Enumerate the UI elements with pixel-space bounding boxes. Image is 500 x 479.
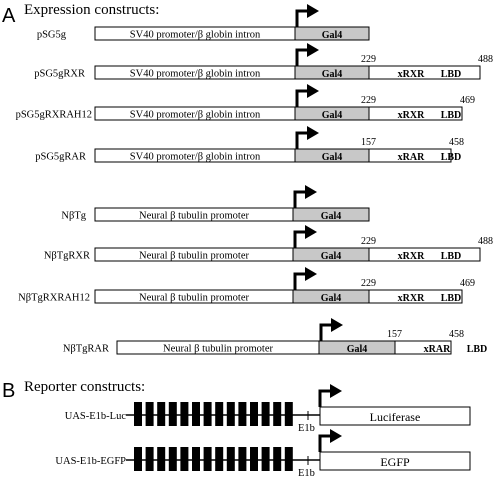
gal4-label: Gal4 bbox=[321, 30, 343, 41]
panel-b-heading: Reporter constructs: bbox=[24, 379, 146, 395]
lbd-label: LBD bbox=[440, 152, 462, 163]
junction-residue: 157 bbox=[361, 137, 376, 148]
construct-name: NβTgRXR bbox=[43, 250, 90, 262]
uas-block bbox=[262, 402, 270, 426]
reporter-name: UAS-E1b-EGFP bbox=[55, 456, 126, 467]
uas-block bbox=[169, 402, 177, 426]
lbd-label: LBD bbox=[440, 110, 462, 121]
uas-block bbox=[238, 447, 246, 471]
uas-block bbox=[227, 402, 235, 426]
construct-7 bbox=[18, 267, 475, 304]
gal4-label: Gal4 bbox=[321, 69, 343, 80]
promoter-arrow-icon bbox=[320, 429, 342, 452]
uas-block bbox=[169, 447, 177, 471]
promoter-label: SV40 promoter/β globin intron bbox=[129, 109, 261, 121]
ligand-label: xRXR bbox=[397, 110, 425, 121]
promoter-arrow-head bbox=[307, 4, 319, 18]
uas-block bbox=[180, 447, 188, 471]
promoter-label: SV40 promoter/β globin intron bbox=[129, 29, 261, 41]
lbd-label: LBD bbox=[466, 344, 488, 355]
end-residue: 488 bbox=[478, 54, 493, 65]
construct-name: NβTgRAR bbox=[62, 343, 109, 355]
construct-name: NβTgRXRAH12 bbox=[18, 292, 90, 304]
end-residue: 458 bbox=[449, 329, 464, 340]
promoter-label: SV40 promoter/β globin intron bbox=[129, 151, 261, 163]
promoter-arrow-head bbox=[307, 43, 319, 57]
end-residue: 469 bbox=[460, 95, 475, 106]
construct-5 bbox=[61, 185, 369, 222]
ligand-label: xRXR bbox=[397, 69, 425, 80]
construct-name: pSG5gRAR bbox=[35, 151, 86, 163]
reporter-gene-label: EGFP bbox=[380, 455, 410, 469]
uas-block bbox=[146, 402, 154, 426]
uas-block bbox=[134, 447, 142, 471]
reporter-gene-label: Luciferase bbox=[369, 410, 421, 424]
junction-residue: 229 bbox=[361, 54, 376, 65]
lbd-label: LBD bbox=[440, 251, 462, 262]
construct-name: NβTg bbox=[61, 210, 86, 222]
uas-block bbox=[157, 447, 165, 471]
promoter-label: Neural β tubulin promoter bbox=[138, 292, 250, 304]
ligand-label: xRXR bbox=[397, 293, 425, 304]
junction-residue: 157 bbox=[387, 329, 402, 340]
gal4-label: Gal4 bbox=[320, 211, 342, 222]
uas-block bbox=[134, 402, 142, 426]
promoter-arrow-icon bbox=[297, 126, 319, 149]
uas-block bbox=[192, 402, 200, 426]
construct-2 bbox=[34, 43, 493, 80]
uas-block bbox=[250, 402, 258, 426]
uas-block bbox=[204, 447, 212, 471]
promoter-label: Neural β tubulin promoter bbox=[162, 343, 274, 355]
uas-block bbox=[146, 447, 154, 471]
reporter-name: UAS-E1b-Luc bbox=[64, 411, 126, 422]
uas-block bbox=[227, 447, 235, 471]
lbd-label: LBD bbox=[440, 69, 462, 80]
promoter-arrow-head bbox=[305, 185, 317, 199]
construct-8 bbox=[63, 318, 487, 355]
uas-block bbox=[285, 447, 293, 471]
promoter-arrow-icon bbox=[320, 384, 342, 407]
uas-block bbox=[250, 447, 258, 471]
gal4-label: Gal4 bbox=[346, 344, 368, 355]
panel-a-letter: A bbox=[2, 5, 16, 27]
promoter-arrow-icon bbox=[295, 267, 317, 290]
lbd-label: LBD bbox=[440, 293, 462, 304]
construct-name: pSG5g bbox=[36, 29, 66, 41]
gal4-label: Gal4 bbox=[321, 110, 343, 121]
expression-constructs bbox=[16, 4, 493, 355]
panel-b-letter: B bbox=[2, 380, 16, 402]
uas-block bbox=[157, 402, 165, 426]
promoter-arrow-icon bbox=[295, 185, 317, 208]
end-residue: 458 bbox=[449, 137, 464, 148]
junction-residue: 229 bbox=[361, 236, 376, 247]
gal4-label: Gal4 bbox=[320, 293, 342, 304]
promoter-arrow-head bbox=[330, 384, 342, 398]
uas-block bbox=[215, 447, 223, 471]
uas-block bbox=[273, 447, 281, 471]
uas-block bbox=[238, 402, 246, 426]
construct-name: pSG5gRXR bbox=[34, 68, 85, 80]
end-residue: 488 bbox=[478, 236, 493, 247]
panel-a-heading: Expression constructs: bbox=[24, 2, 160, 18]
promoter-label: Neural β tubulin promoter bbox=[138, 250, 250, 262]
promoter-arrow-head bbox=[305, 267, 317, 281]
ligand-label: xRXR bbox=[397, 251, 425, 262]
ligand-label: xRAR bbox=[423, 344, 451, 355]
construct-4 bbox=[35, 126, 464, 163]
junction-residue: 229 bbox=[361, 278, 376, 289]
uas-block bbox=[285, 402, 293, 426]
promoter-arrow-head bbox=[307, 126, 319, 140]
promoter-arrow-icon bbox=[297, 43, 319, 66]
uas-block bbox=[204, 402, 212, 426]
uas-block bbox=[273, 402, 281, 426]
end-residue: 469 bbox=[460, 278, 475, 289]
reporter-2 bbox=[55, 429, 470, 479]
promoter-arrow-icon bbox=[295, 225, 317, 248]
uas-block bbox=[215, 402, 223, 426]
promoter-label: Neural β tubulin promoter bbox=[138, 210, 250, 222]
promoter-arrow-icon bbox=[321, 318, 343, 341]
junction-residue: 229 bbox=[361, 95, 376, 106]
uas-block bbox=[262, 447, 270, 471]
gal4-label: Gal4 bbox=[321, 152, 343, 163]
promoter-arrow-icon bbox=[297, 4, 319, 27]
e1b-label: E1b bbox=[298, 423, 315, 434]
reporter-constructs bbox=[55, 384, 470, 479]
promoter-arrow-icon bbox=[297, 84, 319, 107]
e1b-label: E1b bbox=[298, 468, 315, 479]
promoter-arrow-head bbox=[305, 225, 317, 239]
ligand-label: xRAR bbox=[397, 152, 425, 163]
promoter-label: SV40 promoter/β globin intron bbox=[129, 68, 261, 80]
construct-name: pSG5gRXRAH12 bbox=[15, 109, 92, 121]
promoter-arrow-head bbox=[307, 84, 319, 98]
uas-block bbox=[180, 402, 188, 426]
promoter-arrow-head bbox=[331, 318, 343, 332]
construct-3 bbox=[16, 84, 475, 121]
uas-block bbox=[192, 447, 200, 471]
construct-6 bbox=[44, 225, 493, 262]
gal4-label: Gal4 bbox=[320, 251, 342, 262]
promoter-arrow-head bbox=[330, 429, 342, 443]
